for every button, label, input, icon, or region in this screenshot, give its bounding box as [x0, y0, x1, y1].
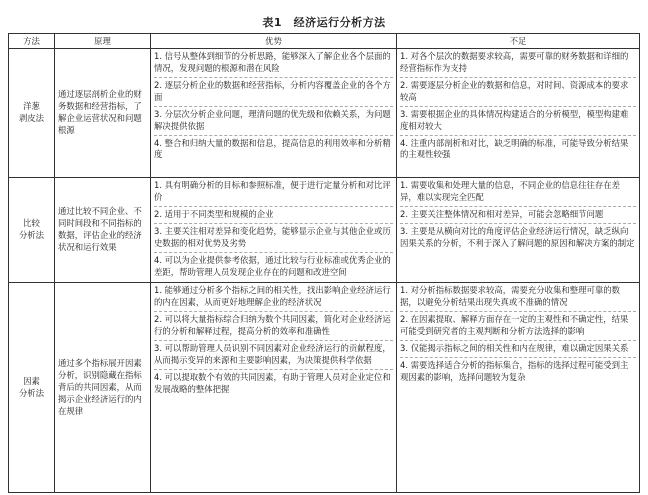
disadvantage-item: 3. 仅能揭示指标之间的相关性和内在规律，难以确定因果关系 [400, 340, 636, 355]
disadvantage-cell [397, 178, 640, 283]
advantage-item: 4. 可以提取数个有效的共同因素，有助于管理人员对企业定位和发展战略的整体把握 [154, 369, 393, 396]
disadvantage-item: 2. 主要关注整体情况和相对差异，可能会忽略细节问题 [400, 206, 636, 221]
advantage-cell [151, 178, 397, 283]
disadvantage-item: 2. 在因素提取、解释方面存在一定的主观性和不确定性，结果可能受到研究者的主观判断和分析方法选择的影响 [400, 311, 636, 338]
disadvantage-item: 4. 需要选择适合分析的指标集合，指标的选择过程可能受到主观因素的影响，选择问题较为复杂 [400, 357, 636, 384]
advantage-cell [151, 49, 397, 178]
method-cell [9, 283, 55, 493]
advantage-item: 2. 可以将大量指标综合归纳为数个共同因素，简化对企业经济运行的分析和解释过程，提高分析的效率和准确性 [154, 311, 393, 338]
method-name-line: 因素 [23, 376, 40, 387]
advantage-cell [151, 283, 397, 493]
method-name-line: 分析法 [18, 230, 45, 241]
advantage-item: 1. 信号从整体到细节的分析思路，能够深入了解企业各个层面的情况，发现问题的根源和潜在风险 [154, 51, 391, 73]
advantage-item: 4. 可以为企业提供参考依据，通过比较与行业标准或优秀企业的差距，帮助管理人员发现企业存在的问题和改进空间 [154, 252, 393, 279]
disadvantage-item: 1. 需要收集和处理大量的信息，不同企业的信息往往存在差异，难以实现完全匹配 [400, 180, 621, 202]
header-method: 方法 [9, 34, 55, 49]
advantage-item: 3. 分层次分析企业问题，理清问题的优先级和依赖关系，为问题解决提供依据 [154, 106, 393, 133]
disadvantage-item: 2. 需要逐层分析企业的数据和信息，对时间、资源成本的要求较高 [400, 77, 636, 104]
method-name-line: 剥皮法 [18, 113, 45, 123]
header-advantage: 优势 [151, 34, 397, 49]
principle-cell: 通过多个指标展开因素分析，识别隐藏在指标背后的共同因素，从而揭示企业经济运行的内在规律 [55, 283, 151, 493]
advantage-item: 4. 整合和归纳大量的数据和信息，提高信息的利用效率和分析精度 [154, 135, 393, 162]
advantage-item: 3. 可以帮助管理人员识别不同因素对企业经济运行的贡献程度，从而揭示变异的来源和主要影响因素，为决策提供科学依据 [154, 340, 393, 367]
disadvantage-cell [397, 283, 640, 493]
analysis-methods-table [8, 33, 640, 493]
disadvantage-cell [397, 49, 640, 178]
method-name-line: 比较 [23, 218, 40, 229]
disadvantage-item: 4. 注重内部剖析和对比，缺乏明确的标准，可能导致分析结果的主观性较强 [400, 135, 636, 162]
method-name-line: 分析法 [18, 387, 45, 398]
advantage-item: 1. 具有明确分析的目标和参照标准，便于进行定量分析和对比评价 [154, 180, 391, 202]
disadvantage-item: 1. 对各个层次的数据要求较高，需要可靠的财务数据和详细的经营指标作为支持 [400, 51, 629, 73]
table-body [9, 49, 640, 493]
method-name-line: 洋葱 [23, 101, 40, 112]
table-header-row [9, 34, 640, 49]
principle-cell: 通过比较不同企业、不同时间段和不同指标的数据，评估企业的经济状况和运行效果 [55, 178, 151, 283]
advantage-item: 3. 主要关注相对差异和变化趋势，能够显示企业与其他企业或历史数据的相对优势及劣势 [154, 223, 393, 250]
disadvantage-item: 1. 对分析指标数据要求较高，需要充分收集和整理可靠的数据，以避免分析结果出现失真或不准确的情况 [400, 285, 621, 308]
header-disadvantage: 不足 [397, 34, 640, 49]
table-row [9, 49, 640, 178]
method-cell [9, 49, 55, 178]
table-row [9, 283, 640, 493]
advantage-item: 1. 能够通过分析多个指标之间的相关性，找出影响企业经济运行的内在因素，从而更好地理解企业的经济状况 [154, 285, 391, 308]
header-principle: 原理 [55, 34, 151, 49]
disadvantage-item: 3. 需要根据企业的具体情况构建适合的分析模型，模型构建难度相对较大 [400, 106, 636, 133]
advantage-item: 2. 适用于不同类型和规模的企业 [154, 206, 393, 221]
table-row [9, 178, 640, 283]
advantage-item: 2. 逐层分析企业的数据和经营指标，分析内容覆盖企业的各个方面 [154, 77, 393, 104]
disadvantage-item: 3. 主要是从横向对比的角度评估企业经济运行情况，缺乏纵向因果关系的分析，不利于深入了解问题的原因和解决方案的制定 [400, 223, 636, 250]
table-caption: 表1 经济运行分析方法 [262, 16, 386, 29]
principle-cell: 通过逐层剖析企业的财务数据和经营指标，了解企业运营状况和问题根源 [55, 49, 151, 178]
method-cell [9, 178, 55, 283]
